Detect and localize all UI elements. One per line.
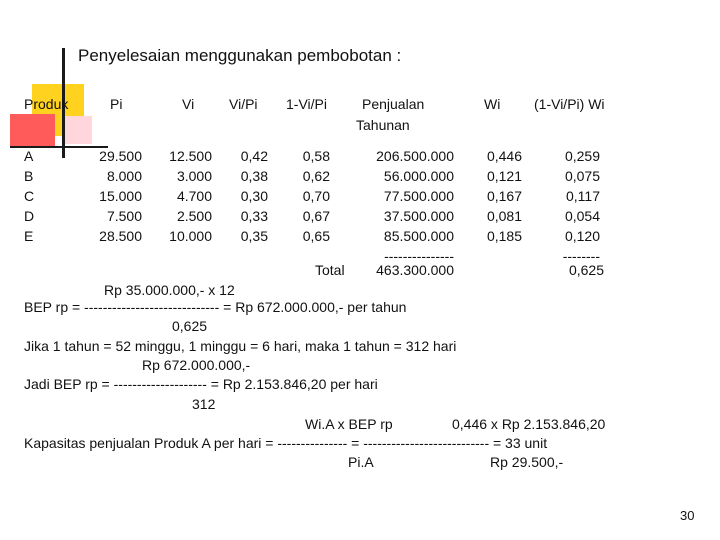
cell-vi: 12.500 <box>169 148 212 164</box>
jadi-numerator: Rp 672.000.000,- <box>142 357 251 373</box>
column-vi-pi <box>224 146 268 246</box>
cell-penjualan: 37.500.000 <box>383 208 454 224</box>
cell-produk: B <box>24 168 34 184</box>
cell-result: 0,054 <box>564 208 600 224</box>
header-tahunan: Tahunan <box>356 117 410 133</box>
header-vi: Vi <box>182 96 195 112</box>
jika-statement: Jika 1 tahun = 52 minggu, 1 minggu = 6 hari, maka 1 tahun = 312 hari <box>24 338 457 354</box>
page-number: 30 <box>680 508 695 523</box>
cell-one-minus-vi-pi: 0,62 <box>302 168 330 184</box>
cell-vi-pi: 0,30 <box>240 188 268 204</box>
kapasitas-denominator-right: Rp 29.500,- <box>490 454 564 470</box>
cell-penjualan: 56.000.000 <box>383 168 454 184</box>
total-penjualan: 463.300.000 <box>376 262 454 278</box>
cell-one-minus-vi-pi: 0,58 <box>302 148 330 164</box>
header-vi-pi: Vi/Pi <box>229 96 258 112</box>
jadi-denominator: 312 <box>192 396 216 412</box>
column-result <box>548 146 600 266</box>
total-result: 0,625 <box>568 262 604 278</box>
cell-one-minus-vi-pi: 0,70 <box>302 188 330 204</box>
cell-result: 0,259 <box>564 148 600 164</box>
decor-red-square <box>10 114 55 146</box>
cell-vi: 10.000 <box>169 228 212 244</box>
cell-wi: 0,167 <box>486 188 522 204</box>
column-vi <box>150 146 212 246</box>
kapasitas-denominator-left: Pi.A <box>348 454 374 470</box>
cell-one-minus-vi-pi: 0,65 <box>302 228 330 244</box>
header-pi: Pi <box>110 96 123 112</box>
cell-produk: A <box>24 148 34 164</box>
bep-formula-line: BEP rp = ----------------------------- = Rp 672.000.000,- per tahun <box>24 299 407 315</box>
column-penjualan <box>350 146 454 266</box>
cell-vi-pi: 0,35 <box>240 228 268 244</box>
header-penjualan: Penjualan <box>362 96 425 112</box>
cell-result: 0,075 <box>564 168 600 184</box>
bep-numerator: Rp 35.000.000,- x 12 <box>104 282 235 298</box>
result-sum-rule: -------- <box>562 248 600 264</box>
cell-one-minus-vi-pi: 0,67 <box>302 208 330 224</box>
cell-produk: D <box>24 208 35 224</box>
cell-vi: 2.500 <box>176 208 212 224</box>
kapasitas-formula-line: Kapasitas penjualan Produk A per hari = --------------- = --------------------------- = 33 unit <box>24 435 548 451</box>
column-pi <box>80 146 142 246</box>
header-produk: Produk <box>24 96 69 112</box>
cell-vi-pi: 0,42 <box>240 148 268 164</box>
bep-denominator: 0,625 <box>172 318 208 334</box>
column-wi <box>472 146 522 246</box>
cell-pi: 7.500 <box>106 208 142 224</box>
total-label: Total <box>315 262 345 278</box>
header-one-minus-vi-pi: 1-Vi/Pi <box>286 96 327 112</box>
cell-penjualan: 206.500.000 <box>376 148 454 164</box>
cell-vi-pi: 0,33 <box>240 208 268 224</box>
page-title: Penyelesaian menggunakan pembobotan : <box>78 46 402 65</box>
header-wi: Wi <box>484 96 501 112</box>
cell-vi: 4.700 <box>176 188 212 204</box>
decor-pink-square <box>62 116 92 144</box>
cell-wi: 0,121 <box>486 168 522 184</box>
kapasitas-numerator-left: Wi.A x BEP rp <box>305 416 393 432</box>
cell-vi: 3.000 <box>176 168 212 184</box>
cell-penjualan: 77.500.000 <box>383 188 454 204</box>
cell-pi: 28.500 <box>99 228 142 244</box>
cell-pi: 15.000 <box>99 188 142 204</box>
cell-produk: E <box>24 228 34 244</box>
cell-vi-pi: 0,38 <box>240 168 268 184</box>
cell-wi: 0,081 <box>486 208 522 224</box>
penjualan-sum-rule: --------------- <box>384 248 454 264</box>
cell-wi: 0,185 <box>486 228 522 244</box>
cell-pi: 8.000 <box>106 168 142 184</box>
column-produk <box>24 146 44 246</box>
cell-result: 0,117 <box>566 188 600 204</box>
cell-pi: 29.500 <box>99 148 142 164</box>
jadi-formula-line: Jadi BEP rp = -------------------- = Rp 2.153.846,20 per hari <box>24 376 378 392</box>
cell-result: 0,120 <box>564 228 600 244</box>
column-one-minus-vi-pi <box>286 146 330 246</box>
cell-wi: 0,446 <box>486 148 522 164</box>
kapasitas-numerator-right: 0,446 x Rp 2.153.846,20 <box>452 416 606 432</box>
header-result: (1-Vi/Pi) Wi <box>534 96 605 112</box>
cell-produk: C <box>24 188 35 204</box>
cell-penjualan: 85.500.000 <box>383 228 454 244</box>
